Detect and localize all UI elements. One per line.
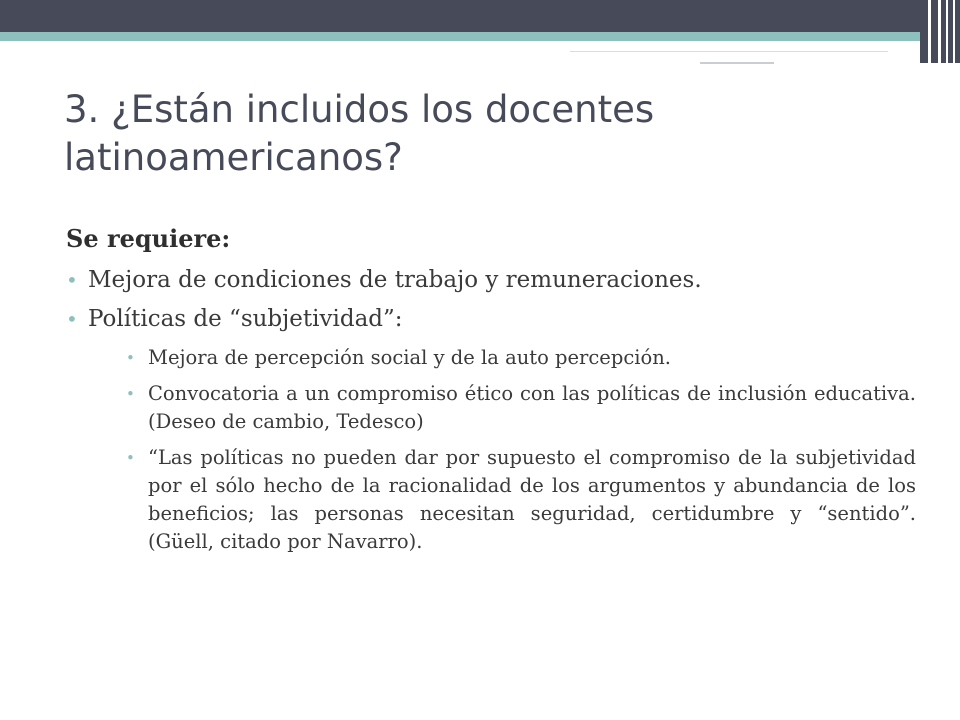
accent-bar: [0, 32, 960, 41]
bullet-item-label: Políticas de “subjetividad”:: [88, 306, 403, 332]
sub-bullet-item: • Convocatoria a un compromiso ético con las políticas de inclusión educativa. (Deseo de cambio, Tedesco): [126, 380, 916, 436]
sub-bullet-item: • “Las políticas no pueden dar por supuesto el compromiso de la subjetividad por el sólo hecho de la racionalidad de los argumentos y abundancia de los beneficios; las personas necesitan seguridad, certidumbre y “sentido”. (Güell, citado por Navarro).: [126, 444, 916, 556]
header-bar: [0, 0, 960, 32]
slide-title: 3. ¿Están incluidos los docentes latinoamericanos?: [64, 88, 655, 179]
sub-bullet-item: • Mejora de percepción social y de la auto percepción.: [126, 344, 916, 372]
bullet-item-with-subitems: [66, 302, 916, 556]
section-heading: Se requiere:: [66, 224, 231, 253]
decorative-stripes: [920, 0, 960, 63]
bullet-item: • Mejora de condiciones de trabajo y remuneraciones.: [66, 263, 916, 297]
decorative-line: [570, 48, 888, 52]
slide-body: [66, 222, 916, 564]
bullet-list: [66, 263, 916, 556]
sub-bullet-list: [88, 344, 916, 556]
decorative-line-short: [700, 62, 774, 64]
